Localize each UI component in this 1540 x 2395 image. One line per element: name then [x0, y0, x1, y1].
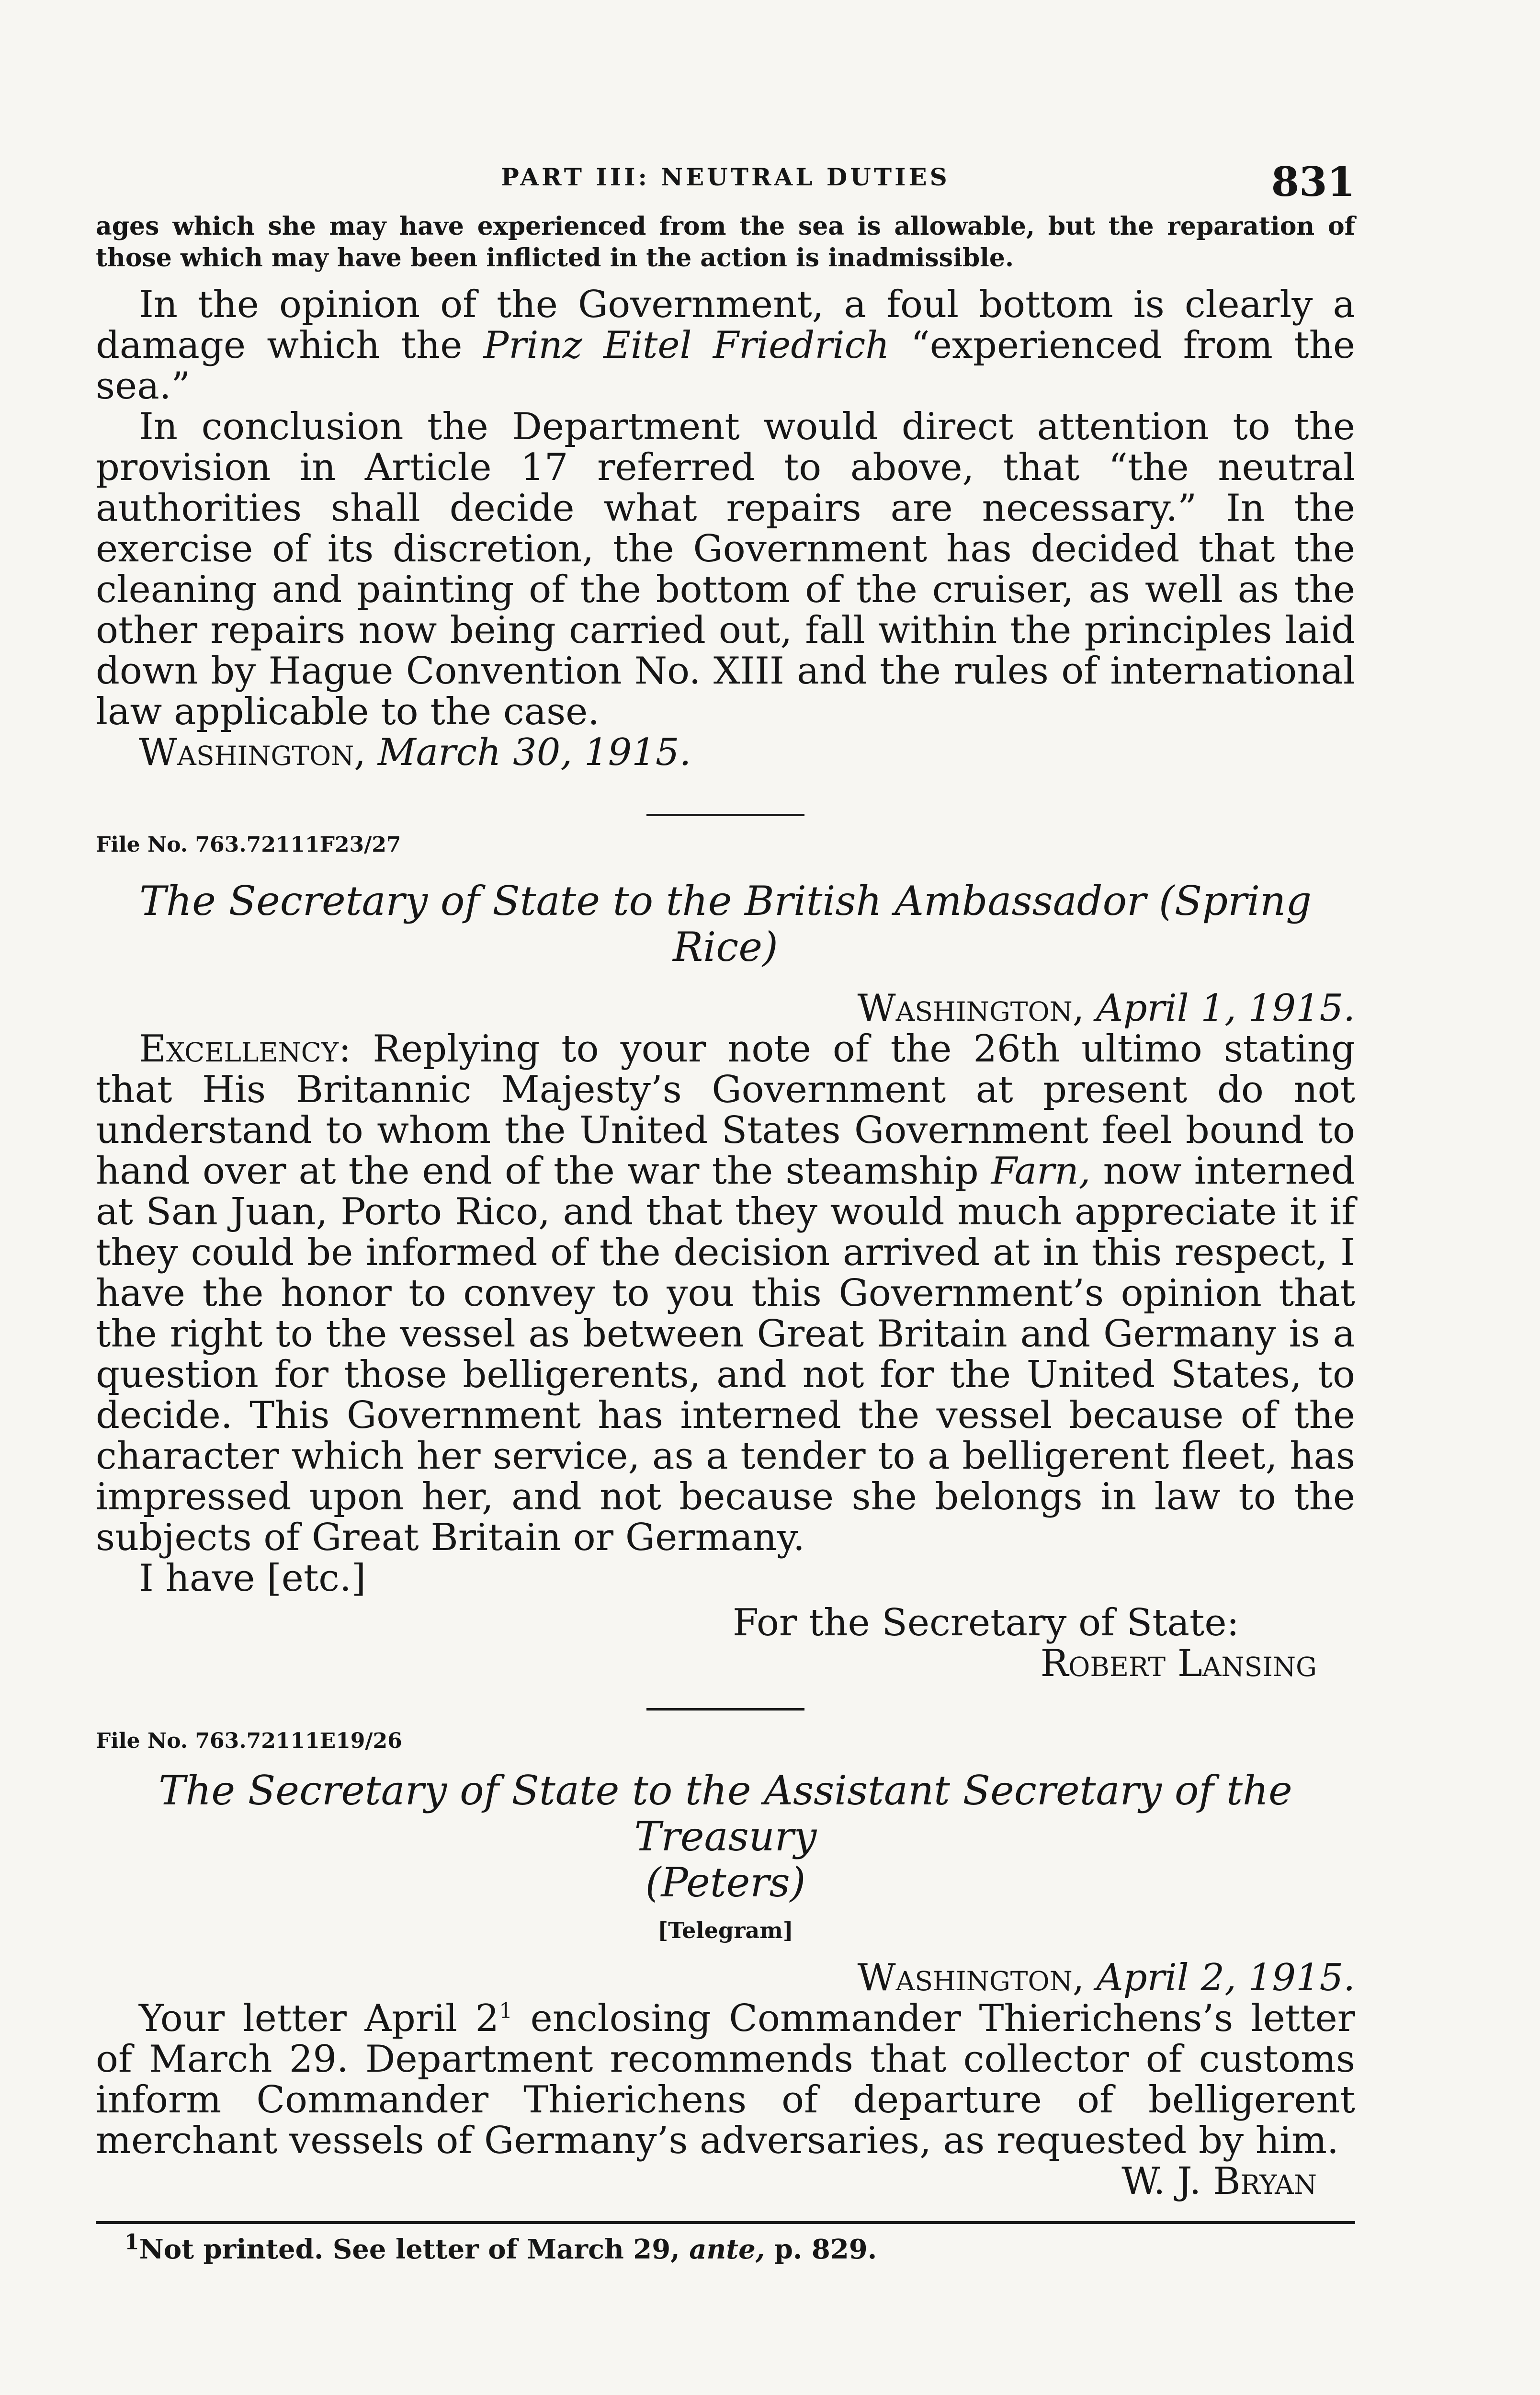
- footnote-text: p. 829.: [765, 2234, 877, 2265]
- signature-lansing: Robert Lansing: [1040, 1642, 1317, 1685]
- ship-name: Prinz Eitel Friedrich: [483, 324, 890, 367]
- carryover-paragraph: ages which she may have experienced from the sea is allowable, but the reparation of those which may have been inflicted in the action is inadmissible.: [96, 212, 1355, 273]
- paragraph-text: Replying to your note of the 26th ultimo stating that His Britannic Majesty’s Government at present do not understand to whom the United States Government feel bound to hand over at the end of the war the steamship: [96, 1027, 1355, 1193]
- paragraph-text: In the opinion of the Government, a foul bottom is clearly a damage which the: [96, 283, 1355, 367]
- document-address-line-2: (Peters): [645, 1859, 806, 1906]
- running-head: PART III: NEUTRAL DUTIES: [501, 163, 950, 191]
- paragraph-text: enclosing Commander Thierichens’s letter of March 29. Department recommends that collector of customs inform Commander Thierichens of departure of belligerent merchant vessels of Germany’s adversaries, as requested by him.: [96, 1997, 1355, 2162]
- page: [96, 158, 1355, 2265]
- dateline-place: Washington,: [857, 987, 1085, 1030]
- footnote-marker: 1: [125, 2230, 139, 2255]
- letter-body: [96, 1029, 1355, 1558]
- dateline-place: Washington,: [857, 1956, 1085, 1999]
- dateline-april-2: [96, 1958, 1355, 1998]
- paragraph-conclusion: In conclusion the Department would direct attention to the provision in Article 17 referred to above, that “the neutral authorities shall decide what repairs are necessary.” In the exercise of its discretion, the Government has decided that the cleaning and painting of the bottom of the cruiser, as well as the other repairs now being carried out, fall within the principles laid down by Hague Convention No. XIII and the rules of international law applicable to the case.: [96, 405, 1355, 733]
- salutation: Excellency:: [139, 1027, 351, 1071]
- paragraph-text: “experienced from the sea.”: [96, 324, 1355, 408]
- paragraph-text: Your letter April 2: [139, 1997, 499, 2040]
- footnote-reference: 1: [499, 1999, 513, 2023]
- dateline-place: Washington,: [139, 731, 366, 774]
- dateline-date: April 2, 1915.: [1096, 1956, 1355, 1999]
- paragraph-text: now interned at San Juan, Porto Rico, and that they would much appreciate it if they could be informed of the decision arrived at in this respect, I have the honor to convey to you this Government’s opinion that the right to the vessel as between Great Britain and Germany is a question for those belligerents, and not for the United States, to decide. This Government has interned the vessel because of the character which her service, as a tender to a belligerent fleet, has impressed upon her, and not because she belongs in law to the subjects of Great Britain or Germany.: [96, 1150, 1355, 1559]
- document-address-line-1: The Secretary of State to the Assistant Secretary of the Treasury: [159, 1767, 1292, 1860]
- section-divider: [646, 1708, 804, 1711]
- footnote: [96, 2230, 1355, 2265]
- footnote-italic: ante,: [689, 2234, 765, 2265]
- page-header: [96, 158, 1355, 211]
- document-address: The Secretary of State to the British Ambassador (Spring Rice): [139, 878, 1312, 970]
- telegram-label: [Telegram]: [657, 1917, 793, 1943]
- dateline-march-30: [96, 732, 1355, 773]
- ship-name: Farn,: [991, 1150, 1091, 1193]
- closing: I have [etc.]: [139, 1557, 366, 1600]
- file-number: File No. 763.72111F23/27: [96, 833, 401, 857]
- dateline-date: March 30, 1915.: [377, 731, 691, 774]
- telegram-body: [96, 1998, 1355, 2161]
- page-number: 831: [1271, 158, 1355, 205]
- dateline-april-1: [96, 988, 1355, 1029]
- file-number: File No. 763.72111E19/26: [96, 1729, 402, 1753]
- signature-line: For the Secretary of State:: [733, 1601, 1239, 1644]
- footnote-text: Not printed. See letter of March 29,: [139, 2234, 690, 2265]
- signature-bryan: W. J. Bryan: [1121, 2160, 1317, 2203]
- dateline-date: April 1, 1915.: [1096, 987, 1355, 1030]
- section-divider: [646, 814, 804, 816]
- paragraph-foul-bottom: [96, 285, 1355, 407]
- footnote-rule: [96, 2221, 1355, 2224]
